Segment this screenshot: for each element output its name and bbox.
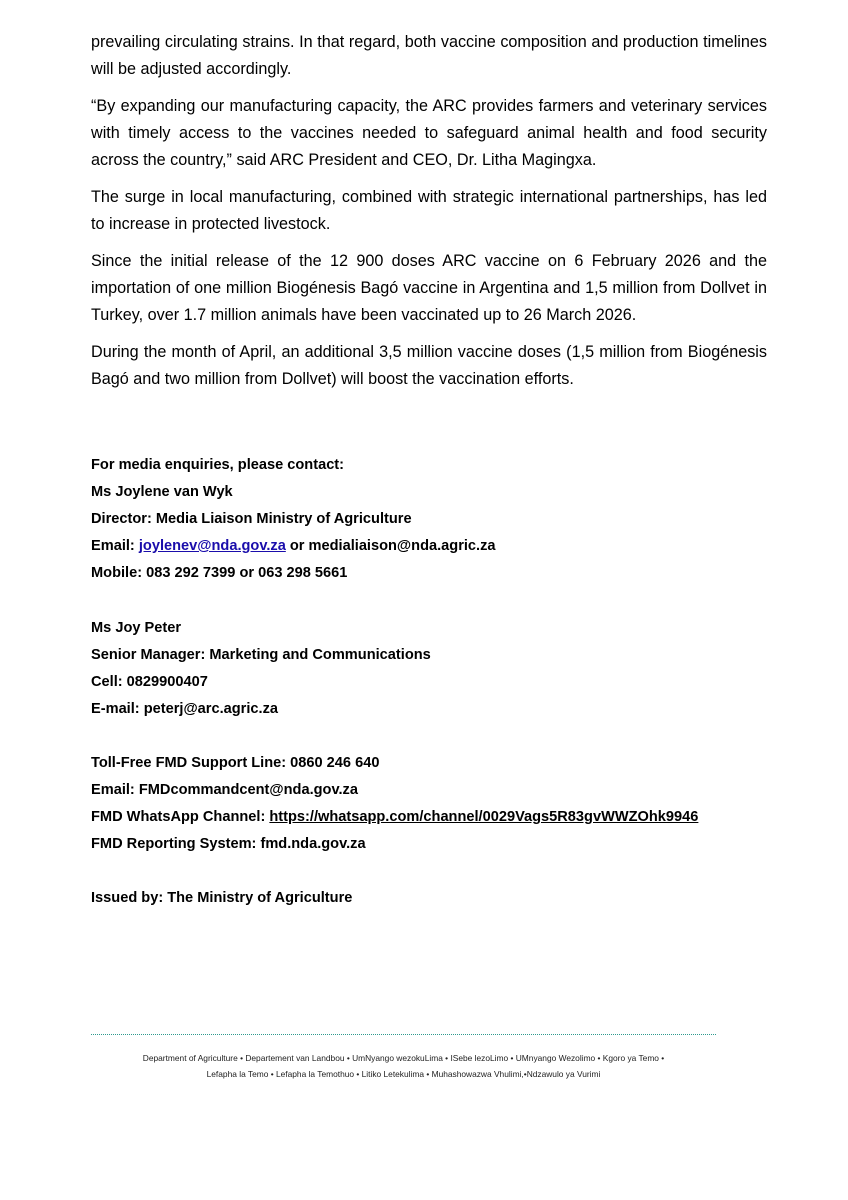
footer-languages-line-1: Department of Agriculture • Departement van Landbou • UmNyango wezokuLima • ISebe lezoLimo • UMnyango Wezolimo • Kgoro ya Temo •	[142, 1053, 665, 1063]
issued-by-block	[91, 885, 352, 912]
fmd-email: Email: FMDcommandcent@nda.gov.za	[91, 782, 358, 798]
arc-contact-title: Senior Manager: Marketing and Communications	[91, 647, 431, 663]
paragraph-april-doses: During the month of April, an additional 3,5 million vaccine doses (1,5 million from Biogénesis Bagó and two million from Dollvet) will boost the vaccination efforts.	[91, 343, 767, 388]
paragraph-strains: prevailing circulating strains. In that regard, both vaccine composition and production timelines will be adjusted accordingly.	[91, 33, 767, 78]
media-contact-name: Ms Joylene van Wyk	[91, 484, 233, 500]
media-contact-block	[91, 452, 496, 587]
issued-by: Issued by: The Ministry of Agriculture	[91, 890, 353, 906]
media-enquiries-heading: For media enquiries, please contact:	[91, 457, 345, 473]
paragraph-ceo-quote: “By expanding our manufacturing capacity, the ARC provides farmers and veterinary services with timely access to the vaccines needed to safeguard animal health and food security across the country,” said ARC President and CEO, Dr. Litha Magingxa.	[91, 97, 767, 169]
media-email-link[interactable]: joylenev@nda.gov.za	[138, 538, 286, 554]
media-contact-email-line	[91, 533, 496, 560]
arc-contact-email: E-mail: peterj@arc.agric.za	[91, 701, 278, 717]
media-contact-title: Director: Media Liaison Ministry of Agriculture	[91, 511, 412, 527]
media-contact-mobile: Mobile: 083 292 7399 or 063 298 5661	[91, 565, 348, 581]
paragraph-vaccination-figures: Since the initial release of the 12 900 doses ARC vaccine on 6 February 2026 and the importation of one million Biogénesis Bagó vaccine in Argentina and 1,5 million from Dollvet in Turkey, over 1.7 million animals have been vaccinated up to 26 March 2026.	[91, 252, 767, 324]
whatsapp-label: FMD WhatsApp Channel:	[91, 809, 270, 825]
arc-contact-cell: Cell: 0829900407	[91, 674, 208, 690]
media-email-alternate: or medialiaison@nda.agric.za	[285, 538, 496, 554]
arc-contact-block	[91, 615, 431, 723]
paragraph-local-manufacturing: The surge in local manufacturing, combined with strategic international partnerships, has led to increase in protected livestock.	[91, 188, 767, 233]
whatsapp-channel-link[interactable]: https://whatsapp.com/channel/0029Vags5R83gvWWZOhk9946	[269, 809, 699, 825]
arc-contact-name: Ms Joy Peter	[91, 620, 182, 636]
press-release-body	[91, 29, 767, 403]
footer-languages-line-2: Lefapha la Temo • Lefapha la Temothuo • Litiko Letekulima • Muhashowazwa Vhulimi,•Ndzawulo ya Vurimi	[206, 1069, 601, 1079]
fmd-toll-free-line: Toll-Free FMD Support Line: 0860 246 640	[91, 755, 380, 771]
fmd-support-block	[91, 750, 698, 858]
footer-divider	[91, 1034, 716, 1035]
fmd-reporting-system: FMD Reporting System: fmd.nda.gov.za	[91, 836, 366, 852]
email-label: Email:	[91, 538, 139, 554]
fmd-whatsapp-line	[91, 804, 698, 831]
